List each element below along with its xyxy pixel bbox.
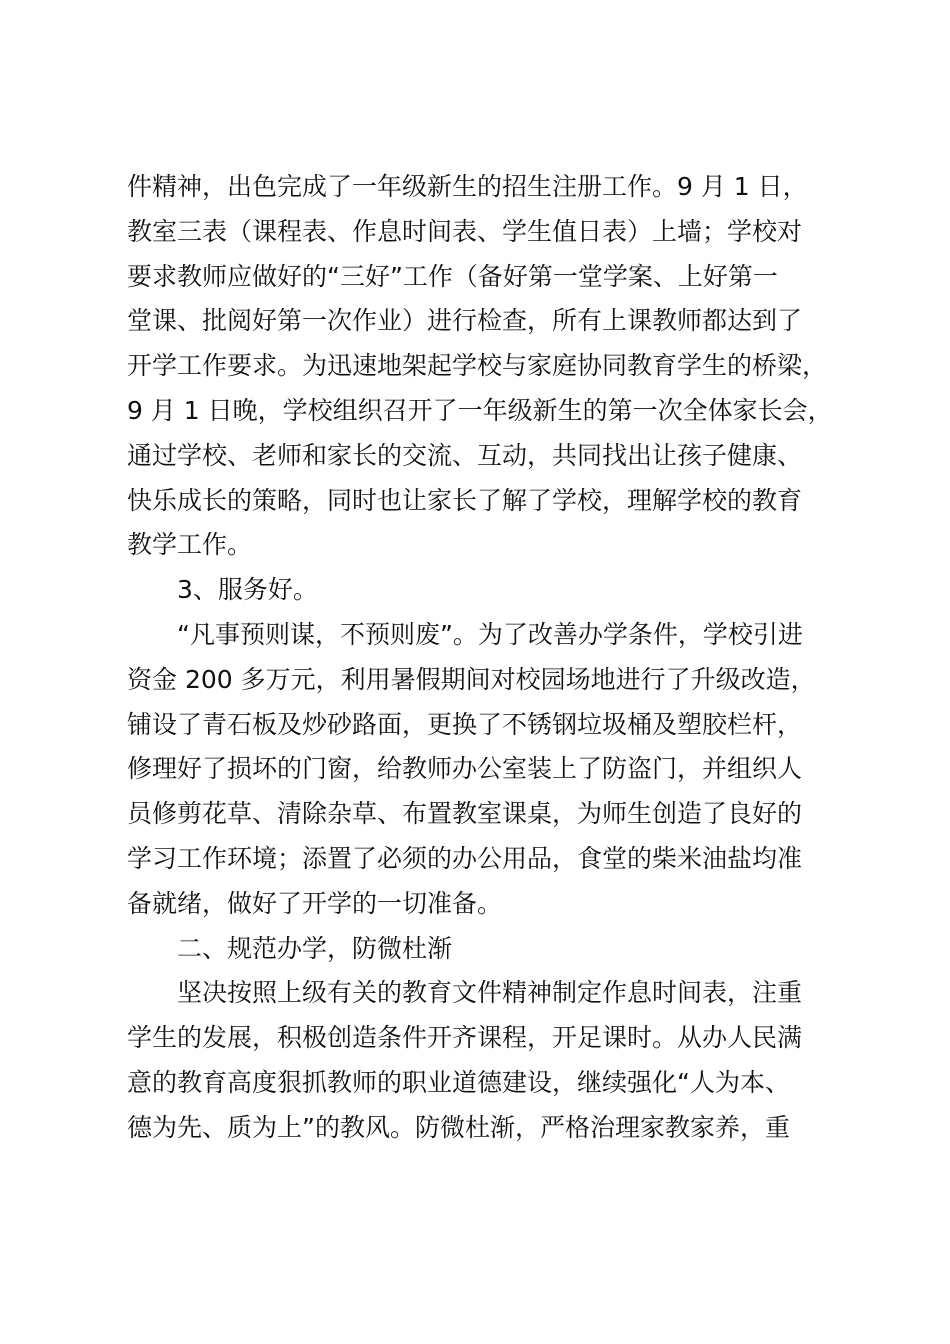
paragraph-first-line: 坚决按照上级有关的教育文件精神制定作息时间表，注重: [177, 978, 803, 1008]
section-heading: 二、规范办学，防微杜渐: [177, 933, 453, 963]
section-heading: 3、服务好。: [177, 575, 318, 605]
paragraph-first-line: “凡事预则谋，不预则废”。为了改善办学条件，学校引进: [177, 619, 803, 649]
text-line: 件精神，出色完成了一年级新生的招生注册工作。9 月 1 日，: [127, 172, 808, 201]
text-line: 备就绪，做好了开学的一切准备。: [127, 888, 503, 918]
text-line: 教学工作。: [127, 530, 253, 560]
text-line: 修理好了损坏的门窗，给教师办公室装上了防盗门，并组织人: [127, 754, 803, 784]
text-line: 铺设了青石板及炒砂路面，更换了不锈钢垃圾桶及塑胶栏杆，: [127, 709, 803, 739]
text-line: 堂课、批阅好第一次作业）进行检查，所有上课教师都达到了: [127, 306, 803, 336]
text-line: 要求教师应做好的“三好”工作（备好第一堂学案、上好第一: [127, 261, 778, 291]
text-line: 教室三表（课程表、作息时间表、学生值日表）上墙；学校对: [127, 216, 803, 246]
body-text: [127, 165, 847, 1151]
text-line: 学习工作环境；添置了必须的办公用品，食堂的柴米油盐均准: [127, 843, 803, 873]
text-line: 意的教育高度狠抓教师的职业道德建设，继续强化“人为本、: [127, 1067, 790, 1097]
text-line: 9 月 1 日晚，学校组织召开了一年级新生的第一次全体家长会，: [127, 395, 833, 425]
text-line: 通过学校、老师和家长的交流、互动，共同找出让孩子健康、: [127, 440, 803, 470]
text-line: 学生的发展，积极创造条件开齐课程，开足课时。从办人民满: [127, 1023, 803, 1053]
text-line: 开学工作要求。为迅速地架起学校与家庭协同教育学生的桥梁，: [127, 351, 828, 381]
text-line: 快乐成长的策略，同时也让家长了解了学校，理解学校的教育: [127, 485, 803, 515]
text-line: 资金 200 多万元，利用暑假期间对校园场地进行了升级改造，: [127, 664, 816, 694]
text-line: 德为先、质为上”的教风。防微杜渐，严格治理家教家养，重: [127, 1112, 790, 1142]
text-line: 员修剪花草、清除杂草、布置教室课桌，为师生创造了良好的: [127, 799, 803, 829]
